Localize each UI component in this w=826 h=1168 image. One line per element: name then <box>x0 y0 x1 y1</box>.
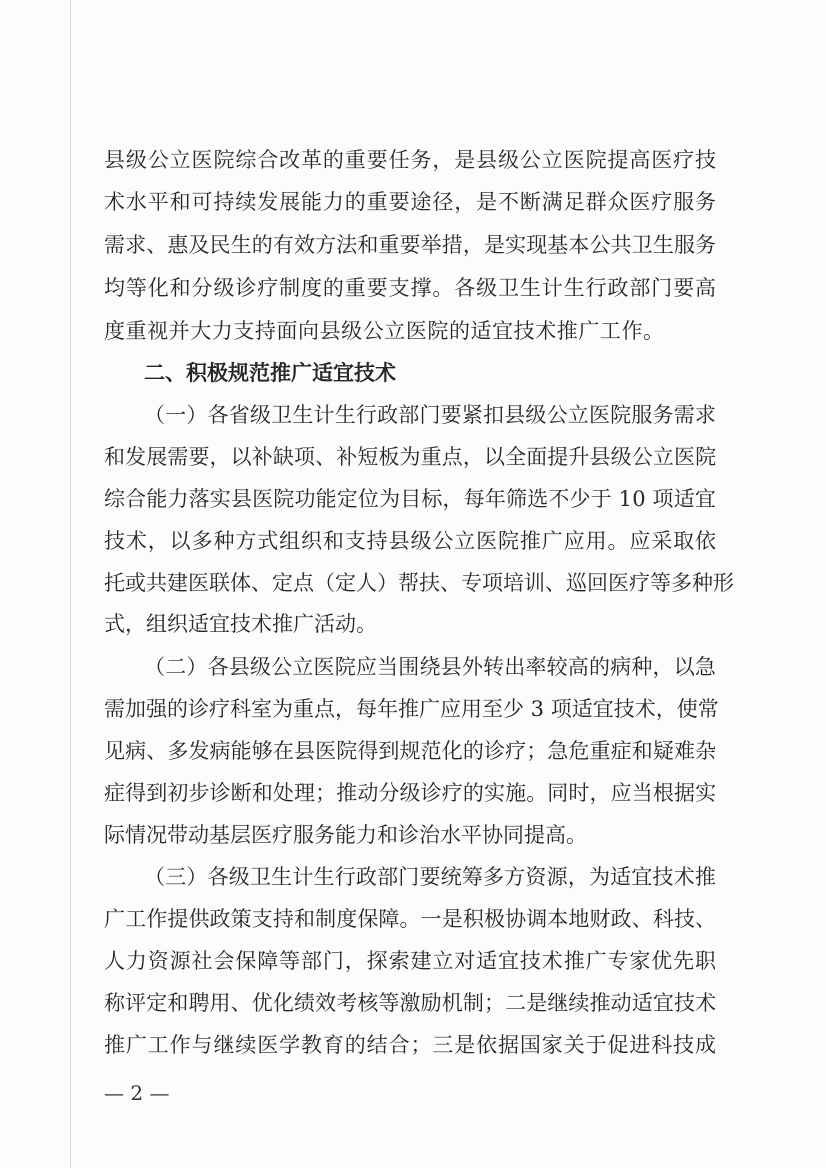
text-line <box>0 733 826 769</box>
text-line <box>0 775 826 811</box>
line-text: 县级公立医院综合改革的重要任务，是县级公立医院提高医疗技 <box>104 148 717 172</box>
text-line <box>0 184 826 220</box>
text-line <box>0 565 826 601</box>
text-line <box>0 481 826 517</box>
text-line <box>0 142 826 178</box>
line-text: 托或共建医联体、定点（定人）帮扶、专项培训、巡回医疗等多种形 <box>104 571 734 595</box>
line-text: 度重视并大力支持面向县级公立医院的适宜技术推广工作。 <box>104 319 665 343</box>
line-text: 均等化和分级诊疗制度的重要支撑。各级卫生计生行政部门要高 <box>104 276 717 300</box>
section-heading <box>0 355 826 391</box>
text-line <box>0 943 826 979</box>
text-line <box>0 901 826 937</box>
text-line <box>0 649 826 685</box>
line-text: 广工作提供政策支持和制度保障。一是积极协调本地财政、科技、 <box>104 907 717 931</box>
line-text: 际情况带动基层医疗服务能力和诊治水平协同提高。 <box>104 823 587 847</box>
text-line <box>0 1027 826 1063</box>
line-text: 症得到初步诊断和处理；推动分级诊疗的实施。同时，应当根据实 <box>104 781 717 805</box>
text-line <box>0 227 826 263</box>
line-text: 需加强的诊疗科室为重点，每年推广应用至少 3 项适宜技术，使常 <box>104 697 719 721</box>
text-line <box>0 606 826 642</box>
line-text: 见病、多发病能够在县医院得到规范化的诊疗；急危重症和疑难杂 <box>104 739 717 763</box>
line-text: 综合能力落实县医院功能定位为目标，每年筛选不少于 10 项适宜 <box>104 487 717 511</box>
text-line <box>0 270 826 306</box>
text-line <box>0 523 826 559</box>
line-text: 人力资源社会保障等部门，探索建立对适宜技术推广专家优先职 <box>104 949 717 973</box>
page-number: — 2 — <box>104 1081 170 1105</box>
line-text: 推广工作与继续医学教育的结合；三是依据国家关于促进科技成 <box>104 1033 717 1057</box>
line-text: 和发展需要，以补缺项、补短板为重点，以全面提升县级公立医院 <box>104 445 717 469</box>
line-text: 技术，以多种方式组织和支持县级公立医院推广应用。应采取依 <box>104 529 717 553</box>
heading-text: 二、积极规范推广适宜技术 <box>144 361 396 385</box>
line-text: 式，组织适宜技术推广活动。 <box>104 612 377 636</box>
text-line <box>0 985 826 1021</box>
text-line <box>0 397 826 433</box>
text-line <box>0 691 826 727</box>
line-text: （三）各级卫生计生行政部门要统筹多方资源，为适宜技术推 <box>144 865 717 889</box>
line-text: 称评定和聘用、优化绩效考核等激励机制；二是继续推动适宜技术 <box>104 991 717 1015</box>
text-line <box>0 859 826 895</box>
line-text: （二）各县级公立医院应当围绕县外转出率较高的病种，以急 <box>144 655 717 679</box>
line-text: （一）各省级卫生计生行政部门要紧扣县级公立医院服务需求 <box>144 403 717 427</box>
line-text: 术水平和可持续发展能力的重要途径，是不断满足群众医疗服务 <box>104 190 717 214</box>
text-line <box>0 817 826 853</box>
text-line <box>0 439 826 475</box>
text-line <box>0 313 826 349</box>
line-text: 需求、惠及民生的有效方法和重要举措，是实现基本公共卫生服务 <box>104 233 717 257</box>
